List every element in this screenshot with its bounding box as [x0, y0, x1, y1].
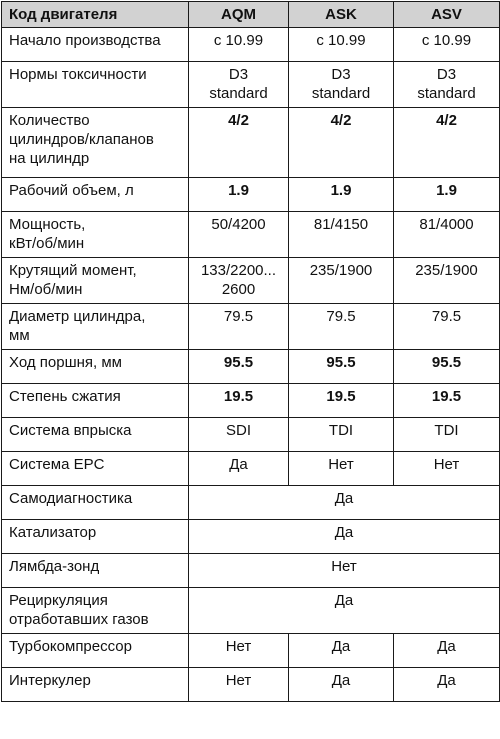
- row-value-asv: TDI: [394, 418, 500, 452]
- row-value-asv: Да: [394, 668, 500, 702]
- row-label: Степень сжатия: [2, 384, 189, 418]
- header-row: [2, 2, 500, 28]
- row-label: Ход поршня, мм: [2, 350, 189, 384]
- row-value-aqm: D3 standard: [189, 62, 289, 108]
- row-value-ask: Да: [289, 634, 394, 668]
- row-value-asv: 95.5: [394, 350, 500, 384]
- row-value-ask: 79.5: [289, 304, 394, 350]
- row-value-asv: Нет: [394, 452, 500, 486]
- row-label: Количество цилиндров/клапанов на цилиндр: [2, 108, 189, 178]
- row-value-aqm: 1.9: [189, 178, 289, 212]
- row-label: Интеркулер: [2, 668, 189, 702]
- table-row: [2, 486, 500, 520]
- row-value-aqm: Да: [189, 452, 289, 486]
- row-label: Система EPC: [2, 452, 189, 486]
- row-label: Крутящий момент, Нм/об/мин: [2, 258, 189, 304]
- row-value-aqm: 95.5: [189, 350, 289, 384]
- row-value-ask: 81/4150: [289, 212, 394, 258]
- row-value-asv: 1.9: [394, 178, 500, 212]
- row-value-asv: Да: [394, 634, 500, 668]
- spec-body: [2, 28, 500, 702]
- row-label: Катализатор: [2, 520, 189, 554]
- row-value-ask: Да: [289, 668, 394, 702]
- row-label: Самодиагностика: [2, 486, 189, 520]
- row-value-ask: D3 standard: [289, 62, 394, 108]
- row-value-asv: 19.5: [394, 384, 500, 418]
- row-value-asv: 235/1900: [394, 258, 500, 304]
- row-label: Нормы токсичности: [2, 62, 189, 108]
- row-value-asv: 79.5: [394, 304, 500, 350]
- row-value-asv: D3 standard: [394, 62, 500, 108]
- table-row: [2, 212, 500, 258]
- row-label: Мощность, кВт/об/мин: [2, 212, 189, 258]
- row-value-aqm: Нет: [189, 668, 289, 702]
- table-row: [2, 304, 500, 350]
- row-label: Рециркуляция отработавших газов: [2, 588, 189, 634]
- row-value-asv: 4/2: [394, 108, 500, 178]
- table-row: [2, 520, 500, 554]
- row-value-ask: Нет: [289, 452, 394, 486]
- header-engine-code-label: Код двигателя: [2, 2, 189, 28]
- row-value-ask: с 10.99: [289, 28, 394, 62]
- header-engine-ask: ASK: [289, 2, 394, 28]
- header-engine-asv: ASV: [394, 2, 500, 28]
- engine-spec-table: [1, 1, 500, 702]
- table-row: [2, 554, 500, 588]
- row-label: Система впрыска: [2, 418, 189, 452]
- row-label: Лямбда-зонд: [2, 554, 189, 588]
- table-row: [2, 178, 500, 212]
- row-value-ask: 95.5: [289, 350, 394, 384]
- row-value-all: Да: [189, 486, 500, 520]
- row-value-all: Да: [189, 520, 500, 554]
- row-value-ask: 19.5: [289, 384, 394, 418]
- row-value-aqm: 19.5: [189, 384, 289, 418]
- table-row: [2, 108, 500, 178]
- table-row: [2, 62, 500, 108]
- row-value-ask: 1.9: [289, 178, 394, 212]
- table-row: [2, 384, 500, 418]
- table-row: [2, 258, 500, 304]
- row-value-asv: 81/4000: [394, 212, 500, 258]
- row-value-all: Нет: [189, 554, 500, 588]
- table-row: [2, 634, 500, 668]
- row-value-ask: 4/2: [289, 108, 394, 178]
- table-row: [2, 452, 500, 486]
- table-row: [2, 418, 500, 452]
- row-value-all: Да: [189, 588, 500, 634]
- table-row: [2, 668, 500, 702]
- row-label: Рабочий объем, л: [2, 178, 189, 212]
- row-value-ask: 235/1900: [289, 258, 394, 304]
- table-row: [2, 350, 500, 384]
- row-value-aqm: 133/2200... 2600: [189, 258, 289, 304]
- table-row: [2, 588, 500, 634]
- row-value-aqm: 4/2: [189, 108, 289, 178]
- row-label: Диаметр цилиндра, мм: [2, 304, 189, 350]
- row-value-aqm: с 10.99: [189, 28, 289, 62]
- row-value-aqm: 50/4200: [189, 212, 289, 258]
- row-value-aqm: Нет: [189, 634, 289, 668]
- row-value-asv: с 10.99: [394, 28, 500, 62]
- row-value-aqm: 79.5: [189, 304, 289, 350]
- row-label: Начало производства: [2, 28, 189, 62]
- row-label: Турбокомпрессор: [2, 634, 189, 668]
- row-value-ask: TDI: [289, 418, 394, 452]
- table-row: [2, 28, 500, 62]
- row-value-aqm: SDI: [189, 418, 289, 452]
- header-engine-aqm: AQM: [189, 2, 289, 28]
